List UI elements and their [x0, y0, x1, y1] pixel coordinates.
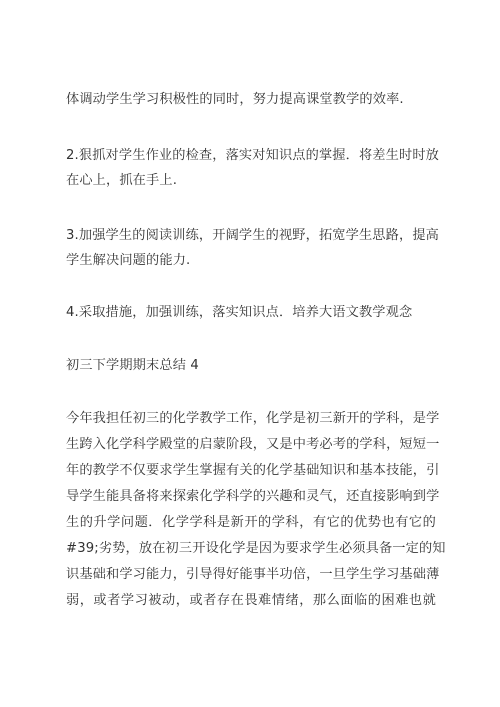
body-paragraph-line-4: 导学生能具备将来探索化学科学的兴趣和灵气，还直接影响到学 [66, 489, 440, 504]
list-item-4-line-1: 4.采取措施，加强训练，落实知识点．培养大语文教学观念 [66, 305, 413, 320]
paragraph-line-1: 体调动学生学习积极性的同时，努力提高课堂教学的效率. [66, 92, 404, 107]
body-paragraph-line-6: #39;劣势，放在初三开设化学是因为要求学生必须具备一定的知 [66, 541, 446, 556]
list-item-2-line-1: 2.狠抓对学生作业的检查，落实对知识点的掌握．将差生时时放 [66, 148, 439, 163]
body-paragraph-line-2: 生跨入化学科学殿堂的启蒙阶段，又是中考必考的学科，短短一 [66, 437, 440, 452]
body-paragraph-line-1: 今年我担任初三的化学教学工作，化学是初三新开的学科，是学 [66, 411, 440, 426]
body-paragraph-line-8: 弱，或者学习被动，或者存在畏难情绪，那么面临的困难也就 [66, 593, 436, 608]
list-item-3-line-2: 学生解决问题的能力. [66, 253, 191, 268]
body-paragraph-line-7: 识基础和学习能力，引导得好能事半功倍，一旦学生学习基础薄 [66, 567, 440, 582]
section-heading: 初三下学期期末总结 4 [66, 358, 199, 373]
list-item-3-line-1: 3.加强学生的阅读训练，开阔学生的视野，拓宽学生思路，提高 [66, 228, 439, 243]
body-paragraph-line-5: 生的升学问题．化学学科是新开的学科，有它的优势也有它的 [66, 515, 436, 530]
body-paragraph-line-3: 年的教学不仅要求学生掌握有关的化学基础知识和基本技能，引 [66, 463, 440, 478]
list-item-2-line-2: 在心上，抓在手上. [66, 173, 178, 188]
